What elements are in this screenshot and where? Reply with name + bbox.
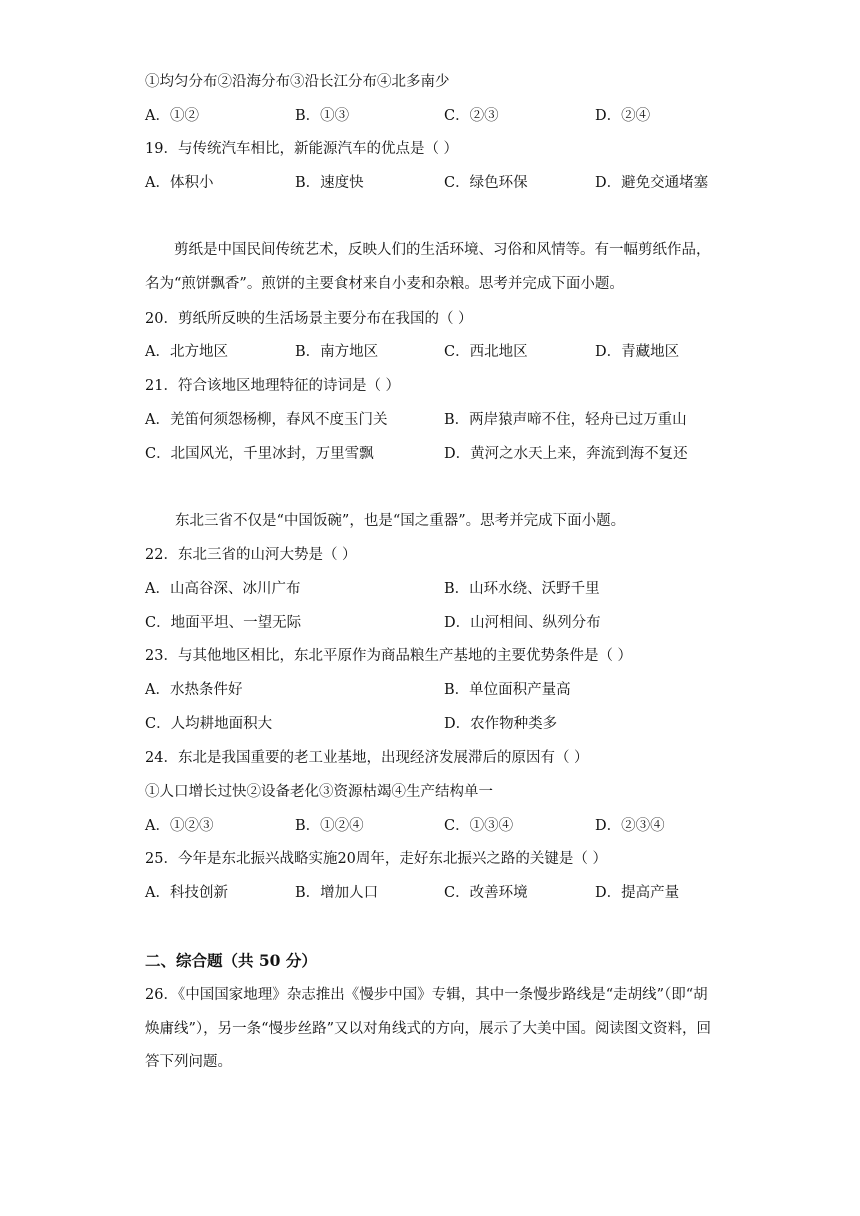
q24-option-c: C．①③④ [444,818,514,834]
q21-option-c: C．北国风光，千里冰封，万里雪飘 [145,446,374,462]
q20-stem: 20．剪纸所反映的生活场景主要分布在我国的（ ） [145,311,473,327]
q23-stem: 23．与其他地区相比，东北平原作为商品粮生产基地的主要优势条件是（ ） [145,648,633,664]
q25-option-a: A．科技创新 [145,885,228,901]
q19-option-d: D．避免交通堵塞 [595,175,709,191]
q19-option-c: C．绿色环保 [444,175,528,191]
q25-stem: 25．今年是东北振兴战略实施20周年，走好东北振兴之路的关键是（ ） [145,851,608,867]
q21-option-d: D．黄河之水天上来，奔流到海不复还 [444,446,688,462]
q18-option-c: C．②③ [444,108,499,124]
q23-option-d: D．农作物种类多 [444,716,558,732]
q25-option-d: D．提高产量 [595,885,680,901]
q24-option-d: D．②③④ [595,818,665,834]
q21-stem: 21．符合该地区地理特征的诗词是（ ） [145,378,401,394]
q20-option-a: A．北方地区 [145,344,228,360]
q22-stem: 22．东北三省的山河大势是（ ） [145,547,357,563]
q18-items: ①均匀分布②沿海分布③沿长江分布④北多南少 [145,74,450,90]
q24-option-b: B．①②④ [295,818,364,834]
q18-option-d: D．②④ [595,108,651,124]
q19-stem: 19．与传统汽车相比，新能源汽车的优点是（ ） [145,141,459,157]
q20-option-d: D．青藏地区 [595,344,680,360]
intro-northeast: 东北三省不仅是“中国饭碗”，也是“国之重器”。思考并完成下面小题。 [175,513,626,529]
q21-option-b: B．两岸猿声啼不住，轻舟已过万重山 [444,412,687,428]
q26-stem: 26．《中国国家地理》杂志推出《慢步中国》专辑，其中一条慢步路线是“走胡线”（即“胡焕庸线”），另一条“慢步丝路”又以对角线式的方向，展示了大美中国。阅读图文资料，回答下列问题。 [145,987,711,1070]
q24-option-a: A．①②③ [145,818,214,834]
q23-option-c: C．人均耕地面积大 [145,716,273,732]
q24-items: ①人口增长过快②设备老化③资源枯竭④生产结构单一 [145,784,493,800]
q25-option-c: C．改善环境 [444,885,528,901]
intro-paper-cutting: 剪纸是中国民间传统艺术，反映人们的生活环境、习俗和风情等。有一幅剪纸作品，名为“煎饼飘香”。煎饼的主要食材来自小麦和杂粮。思考并完成下面小题。 [145,242,711,292]
q19-option-b: B．速度快 [295,175,364,191]
q22-option-a: A．山高谷深、冰川广布 [145,581,301,597]
q18-option-a: A．①② [145,108,199,124]
q21-option-a: A．羌笛何须怨杨柳，春风不度玉门关 [145,412,388,428]
q20-option-c: C．西北地区 [444,344,528,360]
q22-option-c: C．地面平坦、一望无际 [145,615,302,631]
q20-option-b: B．南方地区 [295,344,379,360]
q23-option-a: A．水热条件好 [145,682,243,698]
q19-option-a: A．体积小 [145,175,214,191]
q25-option-b: B．增加人口 [295,885,379,901]
q22-option-d: D．山河相间、纵列分布 [444,615,601,631]
section-heading: 二、综合题（共 50 分） [145,951,317,970]
q23-option-b: B．单位面积产量高 [444,682,571,698]
q24-stem: 24．东北是我国重要的老工业基地，出现经济发展滞后的原因有（ ） [145,750,589,766]
q18-option-b: B．①③ [295,108,350,124]
q22-option-b: B．山环水绕、沃野千里 [444,581,600,597]
